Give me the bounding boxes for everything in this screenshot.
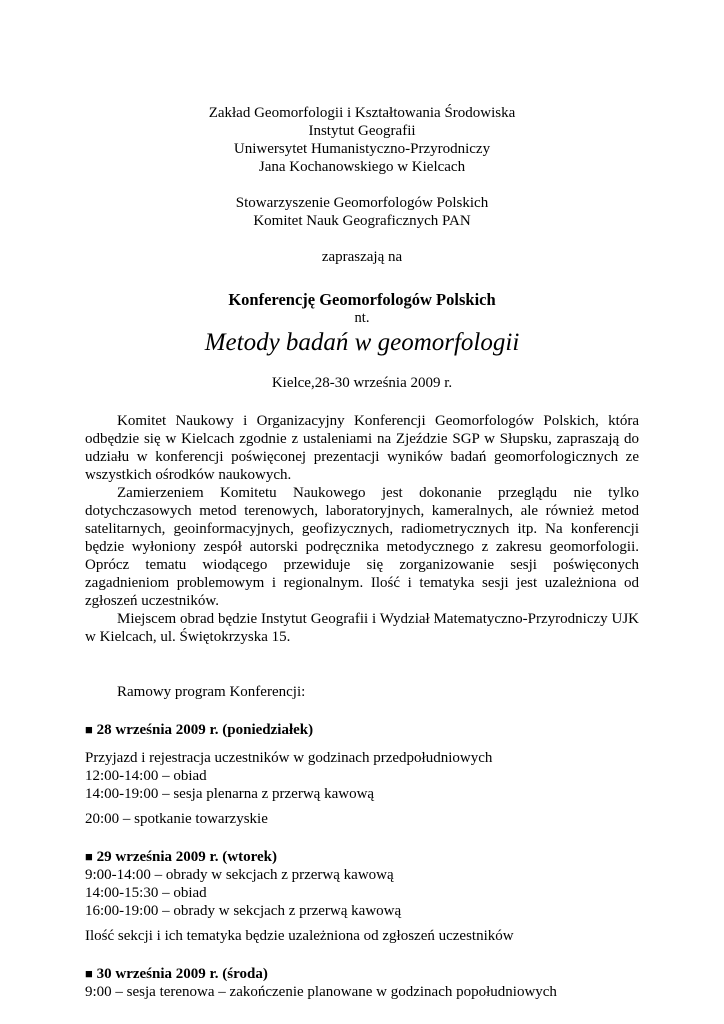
program-item: 14:00-15:30 – obiad	[85, 885, 207, 901]
document-page	[85, 104, 639, 1001]
square-bullet-icon: ■	[85, 722, 93, 737]
conference-nt: nt.	[354, 310, 370, 326]
day-heading-text: 29 września 2009 r. (wtorek)	[96, 849, 277, 865]
day-heading	[85, 848, 639, 866]
program-item: 20:00 – spotkanie towarzyskie	[85, 811, 268, 827]
conference-date-place: Kielce,28-30 września 2009 r.	[271, 375, 453, 391]
program-item: 9:00 – sesja terenowa – zakończenie planowane w godzinach popołudniowych	[85, 984, 557, 1000]
organizers-secondary	[85, 194, 639, 230]
invite-phrase: zapraszają na	[321, 249, 403, 265]
conference-subject: Metody badań w geomorfologii	[204, 329, 520, 356]
program-note: Ilość sekcji i ich tematyka będzie uzależniona od zgłoszeń uczestników	[85, 928, 514, 944]
organizer-line: Instytut Geografii	[308, 123, 416, 139]
body-paragraph: Miejscem obrad będzie Instytut Geografii i Wydział Matematyczno-Przyrodniczy UJK w Kielcach, ul. Świętokrzyska 15.	[85, 611, 639, 645]
organizers-primary	[85, 104, 639, 176]
program-intro: Ramowy program Konferencji:	[117, 684, 306, 700]
organizer-line: Uniwersytet Humanistyczno-Przyrodniczy	[233, 141, 491, 157]
program-item: Przyjazd i rejestracja uczestników w godzinach przedpołudniowych	[85, 750, 493, 766]
invitation-body	[85, 412, 639, 646]
square-bullet-icon: ■	[85, 966, 93, 981]
program-item: 16:00-19:00 – obrady w sekcjach z przerwą kawową	[85, 903, 402, 919]
day-heading	[85, 965, 639, 983]
day-heading-text: 28 września 2009 r. (poniedziałek)	[96, 722, 314, 738]
conference-title: Konferencję Geomorfologów Polskich	[228, 290, 496, 309]
program-item: 14:00-19:00 – sesja plenarna z przerwą kawową	[85, 786, 375, 802]
day-heading	[85, 721, 639, 739]
program-item: 12:00-14:00 – obiad	[85, 768, 207, 784]
organizer-line: Komitet Nauk Geograficznych PAN	[253, 213, 471, 229]
body-paragraph: Zamierzeniem Komitetu Naukowego jest dokonanie przeglądu nie tylko dotychczasowych metod terenowych, laboratoryjnych, kameralnych, ale również metod satelitarnych, geoinformacyjnych, geofizycznych, radiometrycznych itp. Na konferencji będzie wyłoniony zespół autorski podręcznika metodycznego z zakresu geomorfologii. Oprócz tematu wiodącego przewiduje się zorganizowanie sesji poświęconych zagadnieniom problemowym i regionalnym. Ilość i tematyka sesji jest uzależniona od zgłoszeń uczestników.	[85, 485, 639, 609]
square-bullet-icon: ■	[85, 849, 93, 864]
organizer-line: Jana Kochanowskiego w Kielcach	[258, 159, 466, 175]
organizer-line: Zakład Geomorfologii i Kształtowania Środowiska	[208, 105, 516, 121]
program-item: 9:00-14:00 – obrady w sekcjach z przerwą kawową	[85, 867, 394, 883]
organizer-line: Stowarzyszenie Geomorfologów Polskich	[235, 195, 489, 211]
day-heading-text: 30 września 2009 r. (środa)	[96, 966, 268, 982]
body-paragraph: Komitet Naukowy i Organizacyjny Konferencji Geomorfologów Polskich, która odbędzie się w Kielcach zgodnie z ustaleniami na Zjeździe SGP w Słupsku, zapraszają do udziału w konferencji poświęconej prezentacji wyników badań geomorfologicznych ze wszystkich ośrodków naukowych.	[85, 413, 639, 483]
